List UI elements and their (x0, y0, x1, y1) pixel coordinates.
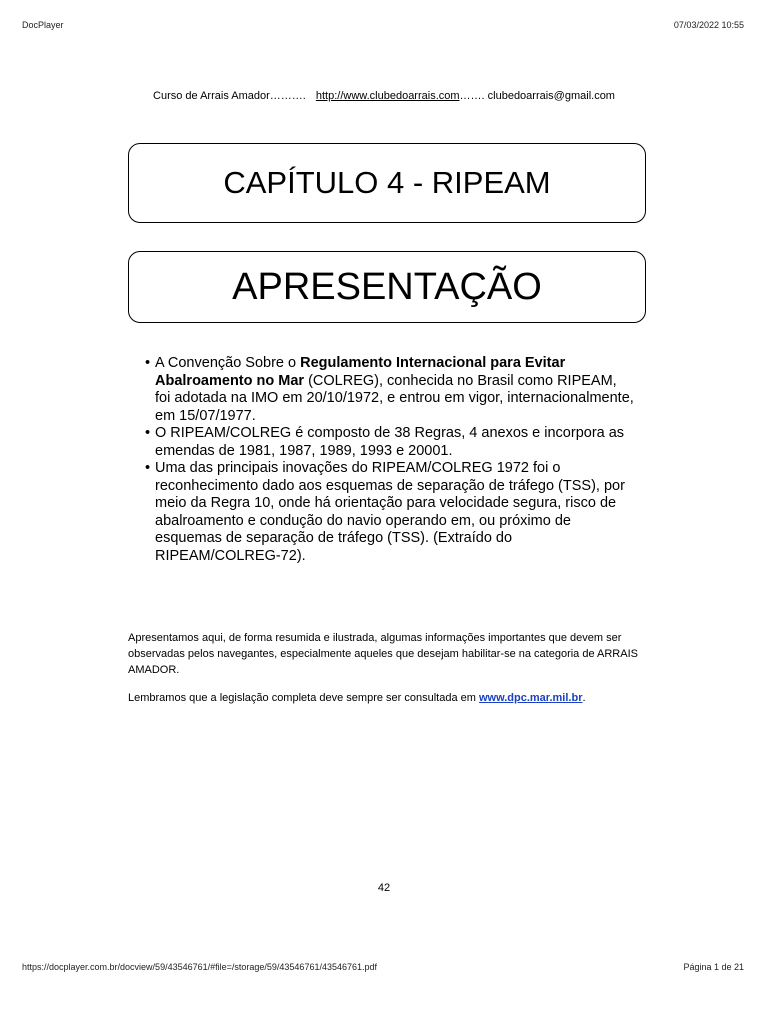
chapter-title: CAPÍTULO 4 - RIPEAM (223, 165, 551, 200)
bullet-item (145, 425, 635, 460)
bullet-icon: • (145, 460, 151, 476)
chapter-title-box (128, 143, 646, 223)
intro-paragraph: Apresentamos aqui, de forma resumida e ilustrada, algumas informações importantes que devem ser observadas pelos navegantes, especialmente aqueles que desejam habilitar-se na categoria de ARRAIS AMADOR. (128, 632, 638, 676)
bullet-icon: • (145, 355, 151, 371)
dpc-link[interactable]: www.dpc.mar.mil.br (478, 692, 583, 704)
contact-email: ……. clubedoarrais@gmail.com (459, 90, 615, 102)
section-title: APRESENTAÇÃO (232, 265, 542, 308)
bullet-item (145, 355, 635, 425)
page-number: 42 (377, 882, 391, 894)
app-title: DocPlayer (22, 20, 64, 30)
bullet-text: Uma das principais inovações do RIPEAM/COLREG 1972 foi o reconhecimento dado aos esquemas de separação de tráfego (TSS), por meio da Regra 10, onde há orientação para velocidade segura, risco de abalroamento e condução do navio operando em, ou próximo de esquemas de separação de tráfego (TSS). (Extraído do RIPEAM/COLREG-72). (155, 460, 625, 564)
legislation-end: . (582, 692, 586, 704)
bullet-item (145, 460, 635, 565)
bullet-text-post: (COLREG), conhecida no Brasil como RIPEAM, foi adotada na IMO em 20/10/1972, e entrou em vigor, internacionalmente, em 15/07/1977. (155, 372, 634, 424)
print-datetime: 07/03/2022 10:55 (673, 20, 744, 30)
bullet-list (145, 355, 635, 565)
legislation-text: Lembramos que a legislação completa deve sempre ser consultada em (128, 692, 479, 704)
bullet-text-pre: A Convenção Sobre o (155, 355, 301, 371)
website-link[interactable]: http://www.clubedoarrais.com (315, 90, 460, 102)
section-title-box (128, 251, 646, 323)
legislation-paragraph (128, 690, 648, 706)
bullet-text: O RIPEAM/COLREG é composto de 38 Regras, 4 anexos e incorpora as emendas de 1981, 1987, 1989, 1993 e 20001. (155, 425, 625, 459)
page-count: Página 1 de 21 (683, 962, 744, 972)
bullet-icon: • (145, 425, 151, 441)
page-url: https://docplayer.com.br/docview/59/43546761/#file=/storage/59/43546761/43546761.pdf (22, 962, 378, 972)
bullet-text-bold: Regulamento Internacional para Evitar Abalroamento no Mar (155, 355, 566, 389)
print-footer (22, 962, 744, 972)
print-header (22, 20, 744, 30)
course-header-line (0, 90, 768, 102)
course-name: Curso de Arrais Amador………. (153, 90, 306, 102)
